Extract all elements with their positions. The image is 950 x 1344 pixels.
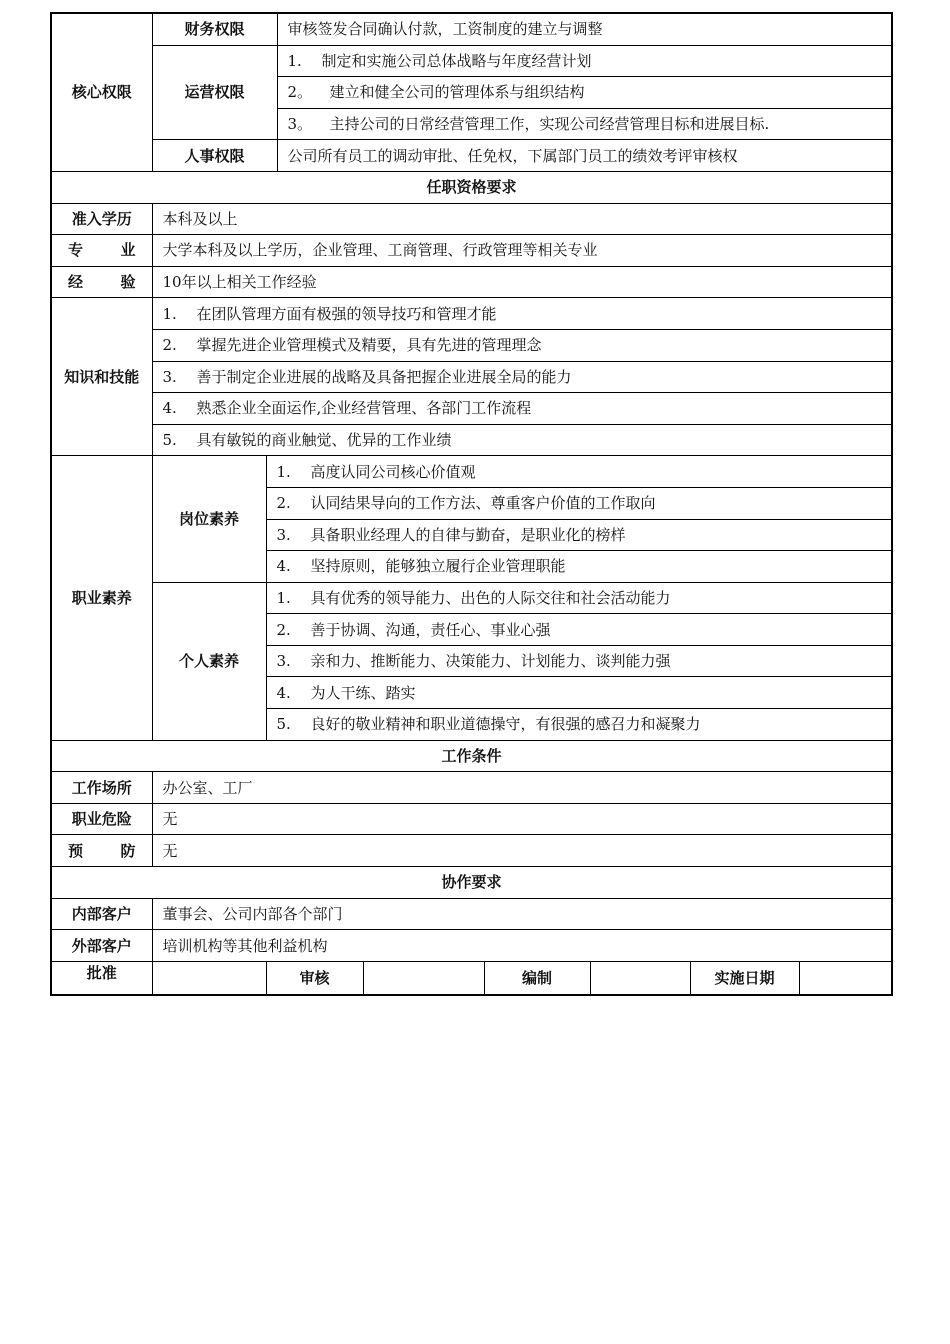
item-number: 2.: [276, 620, 291, 639]
item-text: 掌握先进企业管理模式及精要，具有先进的管理理念: [196, 336, 542, 355]
item-number: 3.: [276, 652, 291, 671]
item-text: 良好的敬业精神和职业道德操守，有很强的感召力和凝聚力: [310, 715, 701, 734]
external-client-value: 培训机构等其他利益机构: [152, 930, 892, 962]
personal-quality-item: [266, 677, 892, 709]
finance-authority-text: 审核签发合同确认付款，工资制度的建立与调整: [277, 13, 892, 45]
item-number: 1.: [276, 462, 291, 481]
personal-quality-row: [51, 582, 892, 614]
prevention-label: 预 防: [51, 835, 152, 867]
operations-item: [277, 108, 892, 140]
personal-quality-label: 个人素养: [152, 582, 266, 740]
collaboration-header-row: [51, 867, 892, 899]
prevention-value: 无: [152, 835, 892, 867]
skills-row: [51, 424, 892, 456]
approve-label: 批准: [51, 961, 152, 995]
item-text: 具有优秀的领导能力、出色的人际交往和社会活动能力: [310, 588, 671, 607]
finance-authority-row: [51, 13, 892, 45]
position-quality-item: [266, 519, 892, 551]
skills-row: [51, 361, 892, 393]
item-text: 具有敏锐的商业触觉、优异的工作业绩: [196, 431, 452, 450]
hr-authority-row: [51, 140, 892, 172]
conditions-title: 工作条件: [51, 740, 892, 772]
skills-item: [152, 424, 892, 456]
skills-item: [152, 329, 892, 361]
item-text: 亲和力、推断能力、决策能力、计划能力、谈判能力强: [310, 652, 671, 671]
personal-quality-item: [266, 645, 892, 677]
experience-label: 经 验: [51, 266, 152, 298]
item-text: 在团队管理方面有极强的领导技巧和管理才能: [196, 304, 497, 323]
hazard-row: [51, 803, 892, 835]
skills-label: 知识和技能: [51, 298, 152, 456]
effective-date-label: 实施日期: [690, 961, 799, 995]
item-number: 3.: [276, 525, 291, 544]
core-authority-label: 核心权限: [51, 13, 152, 171]
operations-authority-label: 运营权限: [152, 45, 277, 140]
item-number: 5.: [162, 431, 177, 450]
prepare-value: [590, 961, 690, 995]
item-text: 具备职业经理人的自律与勤奋，是职业化的榜样: [310, 525, 626, 544]
operations-authority-row: [51, 45, 892, 77]
item-number: 3。: [287, 115, 313, 134]
hr-authority-label: 人事权限: [152, 140, 277, 172]
item-number: 2.: [276, 494, 291, 513]
approve-value: [152, 961, 266, 995]
conditions-header-row: [51, 740, 892, 772]
workplace-label: 工作场所: [51, 772, 152, 804]
qualifications-title: 任职资格要求: [51, 171, 892, 203]
review-value: [363, 961, 484, 995]
item-text: 为人干练、踏实: [310, 683, 416, 702]
collaboration-title: 协作要求: [51, 867, 892, 899]
skills-item: [152, 361, 892, 393]
item-text: 坚持原则，能够独立履行企业管理职能: [310, 557, 566, 576]
education-value: 本科及以上: [152, 203, 892, 235]
job-description-page: [50, 12, 891, 999]
item-number: 4.: [276, 683, 291, 702]
skills-row: [51, 393, 892, 425]
qualifications-header-row: [51, 171, 892, 203]
workplace-row: [51, 772, 892, 804]
skills-item: [152, 393, 892, 425]
operations-item: [277, 77, 892, 109]
operations-item: [277, 45, 892, 77]
external-client-label: 外部客户: [51, 930, 152, 962]
personal-quality-item: [266, 582, 892, 614]
position-quality-row: [51, 456, 892, 488]
item-text: 主持公司的日常经营管理工作，实现公司经营管理目标和进展目标.: [329, 115, 770, 134]
position-quality-label: 岗位素养: [152, 456, 266, 582]
position-quality-item: [266, 551, 892, 583]
major-row: [51, 235, 892, 267]
job-description-table: [50, 12, 893, 996]
signoff-row: [51, 961, 892, 995]
personal-quality-item: [266, 709, 892, 741]
item-text: 善于协调、沟通，责任心、事业心强: [310, 620, 551, 639]
finance-authority-label: 财务权限: [152, 13, 277, 45]
professionalism-label: 职业素养: [51, 456, 152, 740]
internal-client-label: 内部客户: [51, 898, 152, 930]
item-number: 1.: [162, 304, 177, 323]
item-text: 熟悉企业全面运作,企业经营管理、各部门工作流程: [196, 399, 532, 418]
item-text: 制定和实施公司总体战略与年度经营计划: [321, 51, 592, 70]
item-number: 1.: [276, 588, 291, 607]
internal-client-row: [51, 898, 892, 930]
item-number: 2.: [162, 336, 177, 355]
workplace-value: 办公室、工厂: [152, 772, 892, 804]
hazard-label: 职业危险: [51, 803, 152, 835]
item-number: 4.: [162, 399, 177, 418]
experience-value: 10年以上相关工作经验: [152, 266, 892, 298]
experience-row: [51, 266, 892, 298]
hazard-value: 无: [152, 803, 892, 835]
hr-authority-text: 公司所有员工的调动审批、任免权，下属部门员工的绩效考评审核权: [277, 140, 892, 172]
skills-row: [51, 298, 892, 330]
external-client-row: [51, 930, 892, 962]
personal-quality-item: [266, 614, 892, 646]
skills-row: [51, 329, 892, 361]
internal-client-value: 董事会、公司内部各个部门: [152, 898, 892, 930]
prevention-row: [51, 835, 892, 867]
position-quality-item: [266, 456, 892, 488]
prepare-label: 编制: [484, 961, 590, 995]
skills-item: [152, 298, 892, 330]
position-quality-item: [266, 487, 892, 519]
effective-date-value: [799, 961, 892, 995]
item-number: 5.: [276, 715, 291, 734]
education-label: 准入学历: [51, 203, 152, 235]
major-label: 专 业: [51, 235, 152, 267]
item-number: 4.: [276, 557, 291, 576]
education-row: [51, 203, 892, 235]
item-text: 高度认同公司核心价值观: [310, 462, 476, 481]
item-text: 建立和健全公司的管理体系与组织结构: [329, 83, 585, 102]
item-number: 1.: [287, 51, 302, 70]
item-text: 认同结果导向的工作方法、尊重客户价值的工作取向: [310, 494, 656, 513]
major-value: 大学本科及以上学历，企业管理、工商管理、行政管理等相关专业: [152, 235, 892, 267]
item-number: 3.: [162, 367, 177, 386]
item-text: 善于制定企业进展的战略及具备把握企业进展全局的能力: [196, 367, 572, 386]
review-label: 审核: [266, 961, 363, 995]
item-number: 2。: [287, 83, 313, 102]
